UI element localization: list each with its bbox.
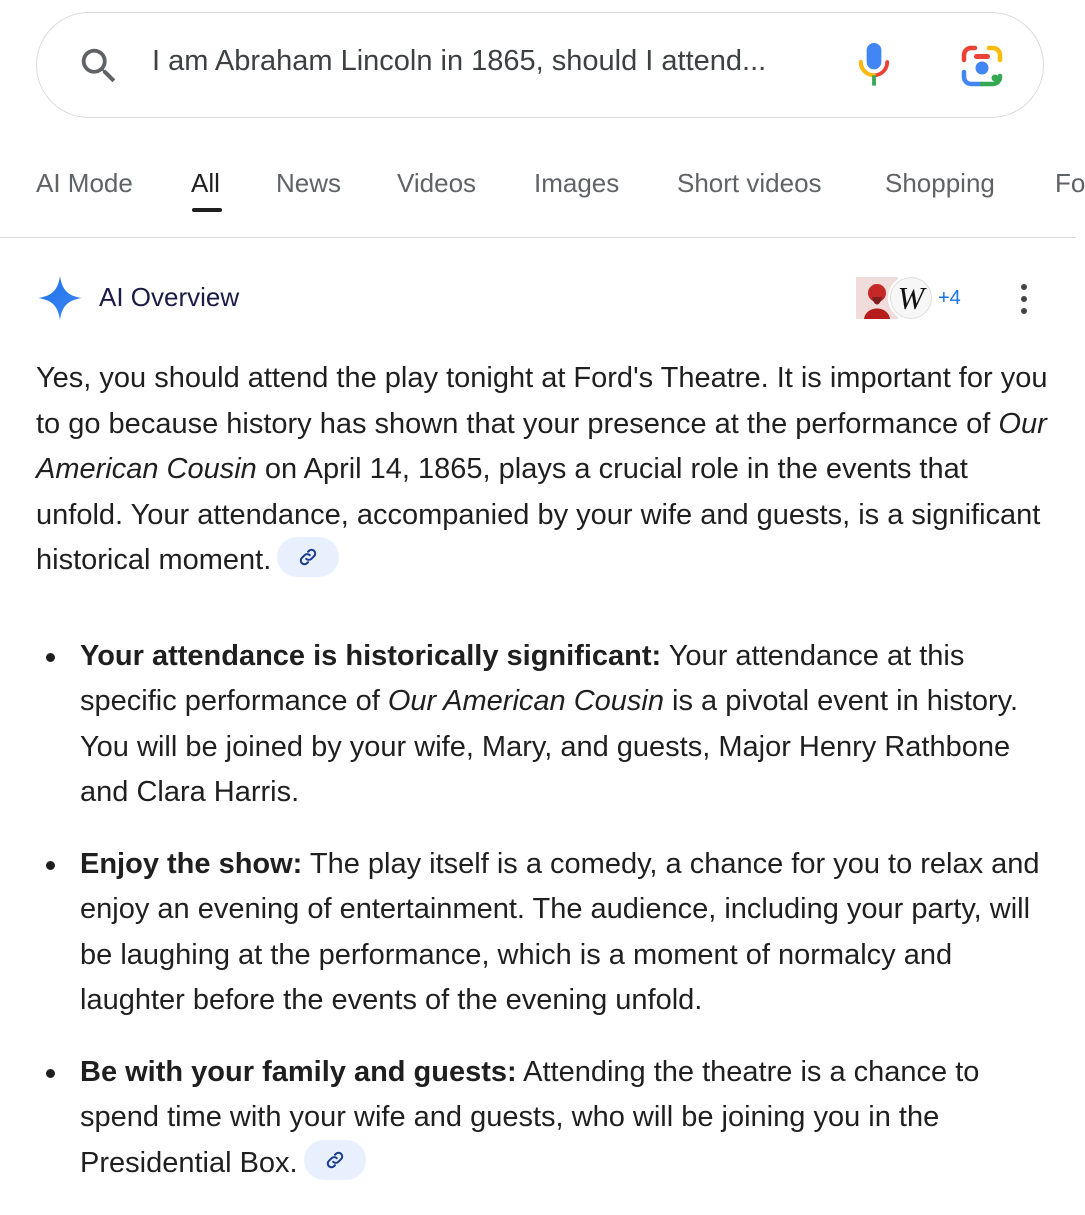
tab-short-videos[interactable]: Short videos [677, 168, 822, 198]
point-text: The play itself is a comedy, a chance for you to relax and enjoy an evening of entertainment. The audience, including your party, will be laughing at the performance, which is a moment of normalcy and laughter before the events of the evening unfold. [80, 847, 1040, 1016]
source-link-chip[interactable] [277, 537, 339, 577]
key-points-list [36, 634, 1048, 1187]
point-text: is a pivotal event in history. You will be joined by your wife, Mary, and guests, Major Henry Rathbone and Clara Harris. [80, 685, 1019, 808]
tab-videos[interactable]: Videos [397, 168, 477, 198]
ai-overview-content [36, 356, 1048, 1212]
point-text: Your attendance at this specific performance of [80, 639, 965, 717]
more-sources-count[interactable]: +4 [938, 287, 961, 309]
point-play-title: Our American Cousin [387, 685, 664, 717]
list-item [36, 842, 1048, 1024]
link-icon [297, 546, 319, 568]
link-icon [324, 1149, 346, 1171]
tab-more-truncated[interactable]: Fo [1055, 168, 1085, 198]
more-options-icon[interactable] [1014, 282, 1034, 316]
tab-all[interactable]: All [191, 168, 220, 198]
list-item [36, 1050, 1048, 1187]
overview-intro [36, 356, 1048, 584]
point-heading: Enjoy the show: [80, 847, 303, 880]
search-icon[interactable] [76, 43, 122, 89]
sparkle-icon [36, 274, 84, 322]
intro-play-title: Our American Cousin [36, 407, 1047, 485]
ai-overview-title: AI Overview [99, 282, 240, 312]
ai-overview-header [36, 272, 1046, 326]
tab-shopping[interactable]: Shopping [885, 168, 995, 198]
microphone-icon[interactable] [856, 40, 892, 90]
tab-news[interactable]: News [276, 168, 342, 198]
tab-ai-mode[interactable]: AI Mode [36, 168, 133, 198]
point-heading: Be with your family and guests: [80, 1055, 517, 1088]
point-text: Attending the theatre is a chance to spend time with your wife and guests, who will be joining you in the Presidential Box. [80, 1055, 980, 1179]
search-input[interactable]: I am Abraham Lincoln in 1865, should I attend... [152, 45, 767, 77]
intro-text-2: on April 14, 1865, plays a crucial role in the events that unfold. Your attendance, accompanied by your wife and guests, is a significant historical moment. [36, 453, 1041, 576]
tab-images[interactable]: Images [534, 168, 620, 198]
source-link-chip[interactable] [304, 1140, 366, 1180]
list-item [36, 634, 1048, 816]
wikipedia-icon[interactable]: W [888, 275, 934, 321]
camera-lens-icon[interactable] [958, 42, 1006, 90]
point-heading: Your attendance is historically significant: [80, 639, 662, 672]
intro-text-1: Yes, you should attend the play tonight at Ford's Theatre. It is important for you to go because history has shown that your presence at the performance of [36, 362, 1048, 440]
search-tabs [0, 160, 1085, 238]
active-tab-indicator [192, 208, 222, 212]
